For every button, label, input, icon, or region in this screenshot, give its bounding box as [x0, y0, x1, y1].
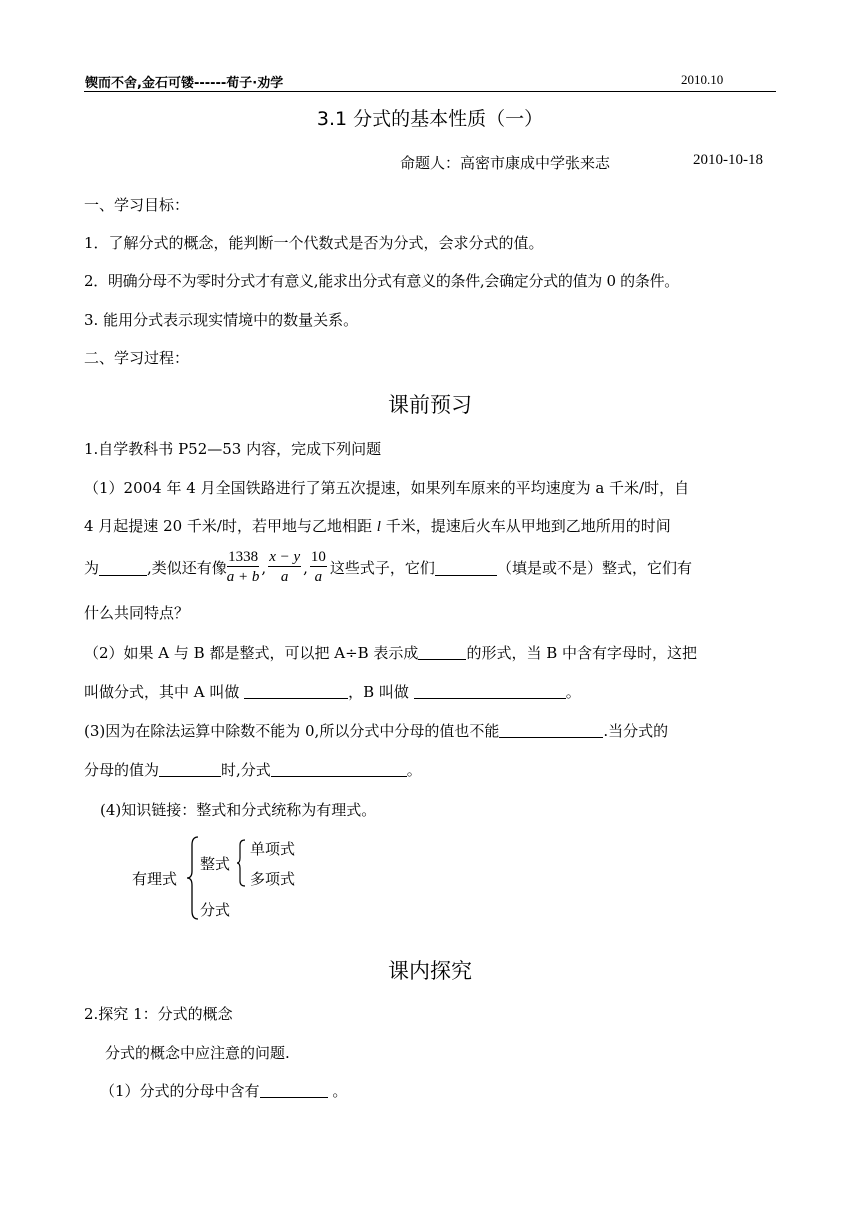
section-heading-preview: 课前预习	[388, 393, 472, 417]
answer-blank-numerator-name[interactable]	[244, 683, 348, 699]
q2-line2	[84, 681, 581, 702]
q3-line2-text-c: 。	[406, 761, 422, 779]
fraction-numerator: x − y	[269, 549, 301, 565]
fraction-numerator: 1338	[228, 549, 259, 565]
q4-line: (4)知识链接：整式和分式统称为有理式。	[100, 801, 377, 819]
tree-leaf-polynomial: 多项式	[250, 870, 296, 888]
q1-line3-text-b: ,类似还有像	[147, 559, 227, 577]
q1-line1: （1）2004 年 4 月全国铁路进行了第五次提速，如果列车原来的平均速度为 a 千米/时，自	[84, 479, 690, 497]
q1-line3-text-d: （填是或不是）整式，它们有	[496, 559, 692, 577]
goal-item-2: 2．明确分母不为零时分式才有意义,能求出分式有意义的条件,会确定分式的值为 0 的条件。	[84, 272, 679, 290]
q3-line1-text-a: (3)因为在除法运算中除数不能为 0,所以分式中分母的值也不能	[84, 722, 500, 740]
preview-task: 1.自学教科书 P52—53 内容，完成下列问题	[84, 440, 382, 458]
fraction-10-over-a	[310, 548, 327, 587]
q1-line2	[84, 515, 671, 536]
q2-line1-text-b: 的形式，当 B 中含有字母时，这把	[466, 644, 697, 662]
explore-q1-text-a: （1）分式的分母中含有	[100, 1082, 260, 1100]
explore-note: 分式的概念中应注意的问题.	[105, 1044, 290, 1062]
answer-blank-form[interactable]	[418, 644, 466, 660]
explore-task: 2.探究 1：分式的概念	[84, 1005, 233, 1023]
comma: ,	[261, 558, 267, 577]
answer-blank-time[interactable]	[99, 560, 147, 576]
page-title: 3.1 分式的基本性质（一）	[316, 108, 544, 130]
q1-line3	[84, 548, 692, 587]
q2-line1	[84, 642, 697, 663]
q1-line3-text-c: 这些式子，它们	[329, 559, 435, 577]
q1-line2-text-a: 4 月起提速 20 千米/时，若甲地与乙地相距	[84, 517, 372, 535]
answer-blank-denominator-name[interactable]	[414, 683, 566, 699]
tree-leaf-monomial: 单项式	[250, 840, 296, 858]
comma: ,	[303, 558, 308, 577]
process-heading: 二、学习过程：	[84, 349, 190, 367]
q3-line1	[84, 720, 668, 741]
explore-q1	[100, 1080, 347, 1101]
author: 命题人：高密市康成中学张来志	[400, 154, 611, 172]
answer-blank-contains[interactable]	[260, 1082, 328, 1098]
small-brace-icon	[236, 838, 248, 888]
goal-item-3: 3. 能用分式表示现实情境中的数量关系。	[84, 311, 359, 329]
header-rule	[84, 91, 776, 92]
fraction-denominator: a + b	[226, 569, 260, 585]
answer-blank-denominator-value[interactable]	[159, 761, 221, 777]
fraction-denominator: a	[314, 569, 323, 585]
goal-item-1: 1．了解分式的概念，能判断一个代数式是否为分式，会求分式的值。	[84, 234, 544, 252]
answer-blank-fraction-status[interactable]	[271, 761, 407, 777]
fraction-denominator: a	[280, 569, 289, 585]
q3-line1-text-b: .当分式的	[603, 722, 669, 740]
q2-line2-text-c: 。	[565, 683, 581, 701]
q2-line2-text-a: 叫做分式，其中 A 叫做	[84, 683, 245, 701]
q3-line2	[84, 759, 422, 780]
q2-line1-text-a: （2）如果 A 与 B 都是整式，可以把 A÷B 表示成	[84, 644, 419, 662]
header-date: 2010.10	[681, 72, 724, 87]
section-heading-explore: 课内探究	[388, 959, 472, 983]
author-date: 2010-10-18	[693, 152, 763, 168]
header-motto: 锲而不舍,金石可镂------荀子·劝学	[85, 76, 284, 91]
tree-root-rational: 有理式	[132, 870, 178, 888]
q2-line2-text-b: ，B 叫做	[348, 683, 414, 701]
tree-branch-integral: 整式	[200, 855, 231, 873]
q1-line4: 什么共同特点？	[84, 604, 190, 622]
fraction-1338-over-a-plus-b	[227, 548, 260, 587]
q1-line2-text-b: 千米，提速后火车从甲地到乙地所用的时间	[385, 517, 671, 535]
answer-blank-is-integral[interactable]	[435, 560, 497, 576]
fraction-x-minus-y-over-a	[268, 548, 301, 587]
q1-line3-text-a: 为	[84, 559, 100, 577]
answer-blank-cannot-be[interactable]	[499, 722, 603, 738]
explore-q1-text-b: 。	[327, 1082, 348, 1100]
fraction-numerator: 10	[310, 549, 326, 565]
tree-branch-fraction: 分式	[200, 901, 231, 919]
goals-heading: 一、学习目标：	[84, 196, 190, 214]
q3-line2-text-b: 时,分式	[221, 761, 271, 779]
q3-line2-text-a: 分母的值为	[84, 761, 160, 779]
distance-variable: l	[376, 519, 381, 535]
